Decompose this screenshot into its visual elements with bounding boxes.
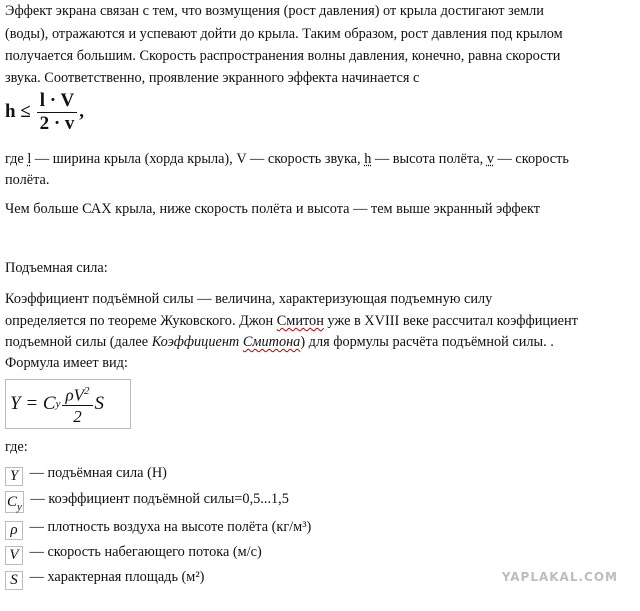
- definition-text: — коэффициент подъёмной силы=0,5...1,5: [26, 491, 289, 507]
- symbol-box: [5, 491, 24, 513]
- formula-suffix: ,: [79, 101, 84, 122]
- misspelled-word: Смитон: [276, 313, 324, 329]
- formula-fraction: [62, 381, 92, 428]
- symbol-text: C: [7, 494, 18, 510]
- formula-numerator: [62, 381, 92, 407]
- where-definitions: [5, 150, 569, 168]
- where-text: — высота полёта,: [371, 151, 487, 167]
- definition-text: — плотность воздуха на высоте полёта (кг/м³): [26, 519, 312, 535]
- text-line: получается большим. Скорость распространения волны давления, конечно, равна скорости: [5, 48, 561, 64]
- text-span: подъемной силы (далее: [5, 334, 152, 350]
- formula-denominator: 2 · v: [39, 112, 75, 134]
- formula-rhs: S: [94, 393, 104, 414]
- numerator-text: ρV: [65, 385, 84, 405]
- definition-item: [5, 568, 204, 590]
- formula-denominator: 2: [73, 407, 82, 427]
- where-text: — ширина крыла (хорда крыла), V — скорость звука,: [31, 151, 365, 167]
- text-line: (воды), отражаются и успевают дойти до крыла. Таким образом, рост давления под крылом: [5, 26, 563, 42]
- text-span: ) для формулы расчёта подъёмной силы. .: [300, 334, 554, 350]
- section-heading: Подъемная сила:: [5, 260, 108, 276]
- text-line: звука. Соответственно, проявление экранного эффекта начинается с: [5, 70, 420, 86]
- definition-item: [5, 518, 311, 540]
- symbol-box: ρ: [5, 521, 23, 540]
- text-span: уже в XVIII веке рассчитал коэффициент: [323, 313, 578, 329]
- formula-lift: [5, 379, 131, 429]
- symbol-h: h: [364, 151, 372, 167]
- formula-sub: y: [55, 398, 61, 410]
- definition-item: [5, 490, 289, 513]
- formula-fraction: [37, 90, 78, 135]
- symbol-box: V: [5, 546, 23, 565]
- where-label: где:: [5, 439, 28, 455]
- text-line: Эффект экрана связан с тем, что возмущения (рост давления) от крыла достигают земли: [5, 3, 544, 19]
- text-line: полёта.: [5, 172, 50, 188]
- symbol-box: Y: [5, 467, 23, 486]
- text-line: [5, 312, 578, 330]
- symbol-l: l: [27, 151, 32, 167]
- paragraph-ground-effect: Чем больше САХ крыла, ниже скорость полёта и высота — тем выше экранный эффект: [5, 201, 541, 217]
- formula-numerator: l · V: [37, 90, 78, 113]
- numerator-sup: 2: [84, 384, 90, 397]
- formula-lhs: h ≤: [5, 101, 31, 122]
- where-prefix: где: [5, 151, 28, 167]
- definition-item: [5, 464, 167, 486]
- text-line: Коэффициент подъёмной силы — величина, характеризующая подъемную силу: [5, 291, 493, 307]
- definition-text: — подъёмная сила (Н): [26, 465, 167, 481]
- italic-span: Коэффициент: [151, 334, 243, 350]
- formula-lhs: Y = C: [10, 393, 56, 414]
- definition-item: [5, 543, 262, 565]
- text-span: определяется по теореме Жуковского. Джон: [5, 313, 277, 329]
- where-text: — скорость: [493, 151, 569, 167]
- formula-height-condition: [5, 88, 84, 136]
- symbol-sub: y: [17, 501, 22, 513]
- watermark-logo: YAPLAKAL.COM: [501, 570, 618, 584]
- symbol-v: v: [486, 151, 494, 167]
- definition-text: — характерная площадь (м²): [26, 569, 205, 585]
- text-line: [5, 333, 554, 351]
- text-line: Формула имеет вид:: [5, 355, 128, 371]
- symbol-box: S: [5, 571, 23, 590]
- definition-text: — скорость набегающего потока (м/с): [26, 544, 262, 560]
- misspelled-word: Смитона: [242, 334, 301, 350]
